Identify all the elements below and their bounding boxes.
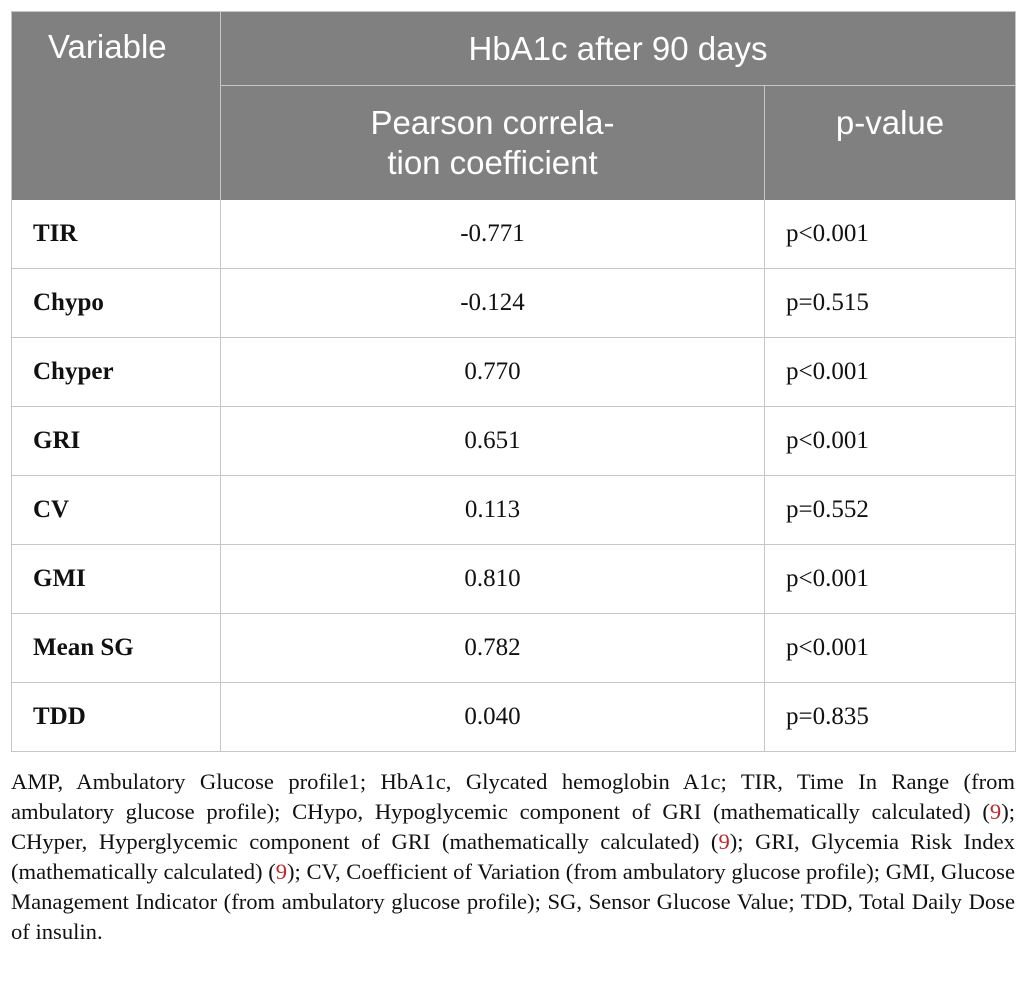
cell-pvalue: p<0.001: [786, 220, 869, 247]
cell-correlation: 0.810: [221, 545, 765, 614]
cell-correlation: 0.782: [221, 614, 765, 683]
footnote-text: ); GRI, Glycemia Risk Index (mathematically calculated) (: [11, 829, 1015, 884]
cell-correlation: -0.771: [221, 200, 765, 269]
cell-pvalue: p=0.552: [765, 476, 1016, 545]
reference-link[interactable]: 9: [989, 799, 1002, 824]
cell-correlation: 0.651: [221, 407, 765, 476]
header-group: HbA1c after 90 days: [221, 12, 1016, 86]
header-variable: Variable: [12, 12, 221, 201]
table-container: [11, 11, 1015, 752]
header-pearson: [221, 86, 765, 201]
cell-correlation: 0.770: [221, 338, 765, 407]
table-row: [12, 683, 1016, 752]
cell-pvalue: p<0.001: [765, 407, 1016, 476]
table-row: [12, 269, 1016, 338]
table-row: [12, 476, 1016, 545]
table-row: [12, 545, 1016, 614]
table-row: [12, 407, 1016, 476]
cell-variable: TIR: [12, 200, 221, 269]
cell-correlation: 0.113: [221, 476, 765, 545]
cell-variable: GMI: [12, 545, 221, 614]
correlation-table: [11, 11, 1016, 752]
cell-pvalue: p<0.001: [765, 545, 1016, 614]
header-pvalue: p-value: [765, 86, 1016, 201]
table-body: [12, 200, 1016, 752]
cell-pvalue: p=0.835: [765, 683, 1016, 752]
cell-pvalue: p=0.515: [765, 269, 1016, 338]
cell-variable: Mean SG: [12, 614, 221, 683]
cell-variable: CV: [12, 476, 221, 545]
table-row: [12, 614, 1016, 683]
table-footnote: [11, 767, 1015, 947]
reference-link[interactable]: 9: [275, 859, 288, 884]
table-row: [12, 338, 1016, 407]
cell-variable: Chyper: [12, 338, 221, 407]
table-header: [12, 12, 1016, 201]
cell-variable: GRI: [12, 407, 221, 476]
footnote-text: AMP, Ambulatory Glucose profile1; HbA1c, Glycated hemoglobin A1c; TIR, Time In Range (from ambulatory glucose profile); CHypo, Hypoglycemic component of GRI (mathematically calculated) (: [11, 769, 1015, 824]
header-pearson-line1: Pearson correla-: [370, 104, 615, 141]
cell-correlation: -0.124: [221, 269, 765, 338]
cell-correlation: 0.040: [221, 683, 765, 752]
table-row: [12, 200, 1016, 269]
cell-variable: Chypo: [12, 269, 221, 338]
footnote-text: ); CV, Coefficient of Variation (from ambulatory glucose profile); GMI, Glucose Management Indicator (from ambulatory glucose profile); SG, Sensor Glucose Value; TDD, Total Daily Dose of insulin.: [11, 859, 1015, 944]
cell-variable: TDD: [12, 683, 221, 752]
header-pearson-line2: tion coefficient: [387, 144, 598, 181]
reference-link[interactable]: 9: [718, 829, 730, 854]
cell-pvalue: p<0.001: [765, 614, 1016, 683]
cell-pvalue: p<0.001: [765, 338, 1016, 407]
footnote-text: ); CHyper, Hyperglycemic component of GRI (mathematically calculated) (: [11, 799, 1015, 854]
